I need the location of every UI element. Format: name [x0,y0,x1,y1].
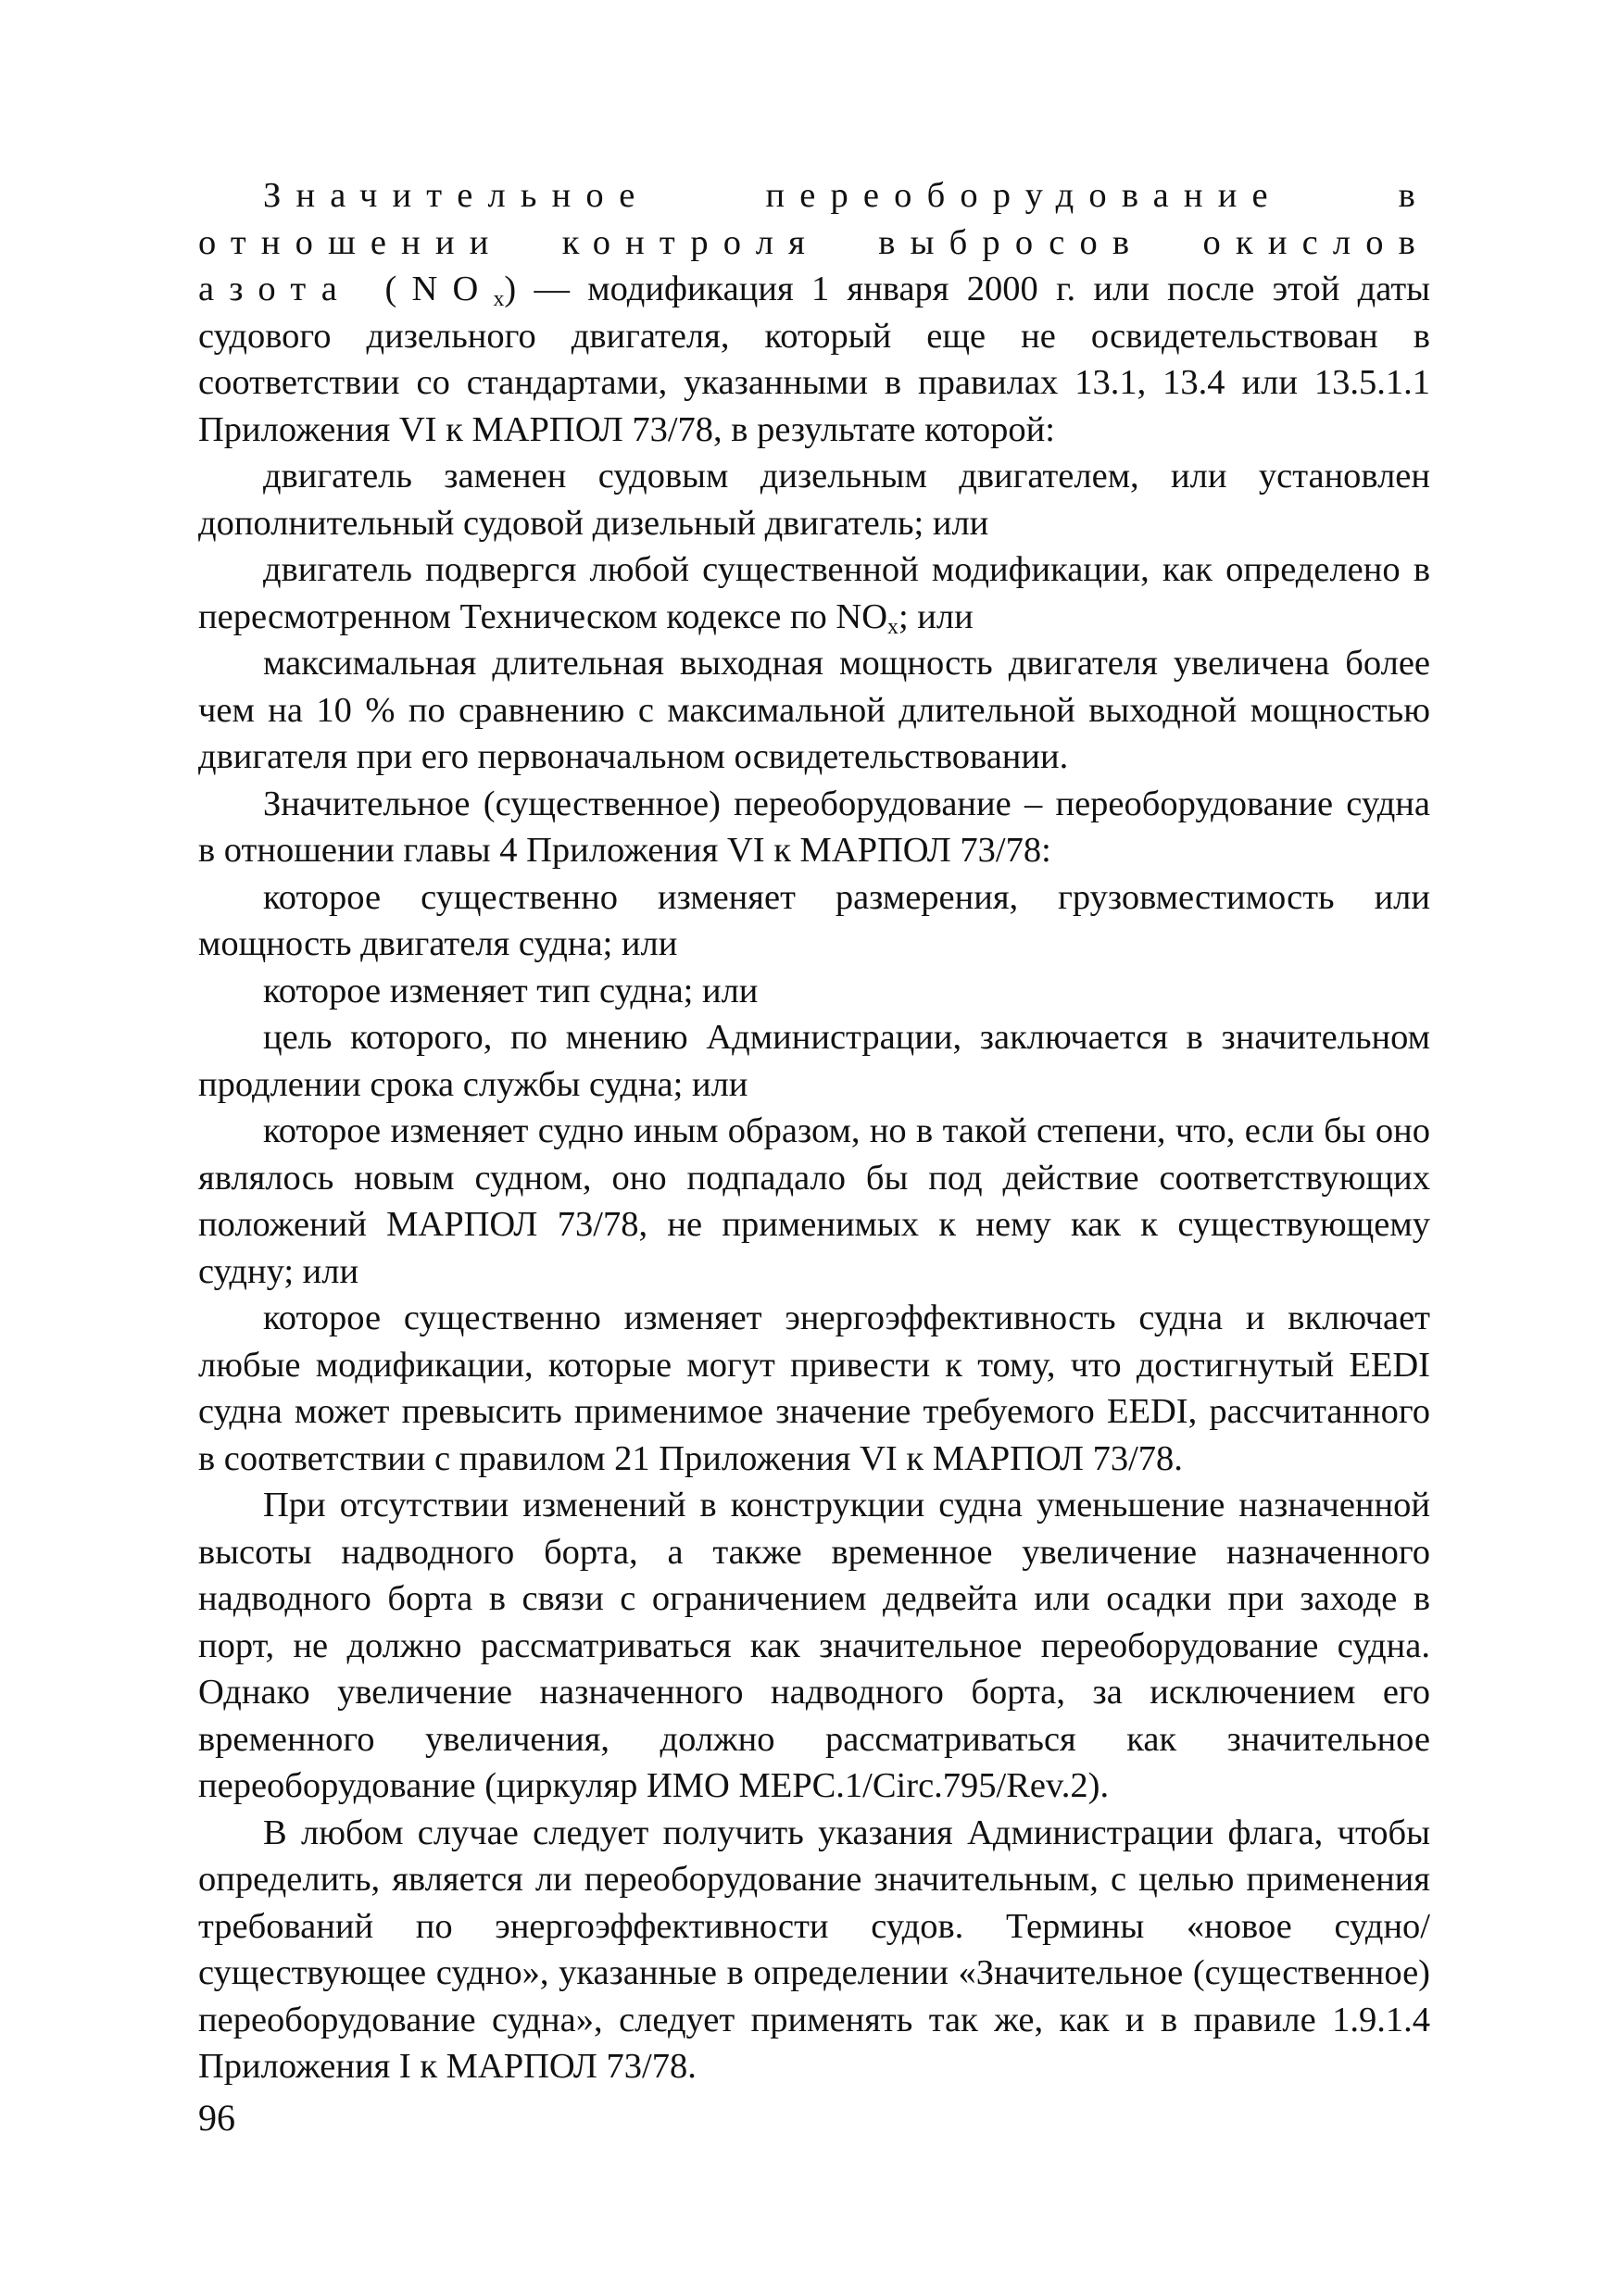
definition-nox-tail: ) — модификация 1 января 2000 г. или после этой даты судового дизельного двигателя, который еще не освидетельствован в соответствии со стандартами, указанными в правилах 13.1, 13.4 или 13.5.1.1 Приложения VI к МАРПОЛ 73/78, в результате которой: [198,270,1431,449]
list-item-engine-modified-tail: ; или [898,596,974,636]
definition-major-conversion: Значительное (существенное) переоборудование – переоборудование судна в отношении главы 4 Приложения VI к МАРПОЛ 73/78: [198,784,1430,870]
list-item-engine-replaced: двигатель заменен судовым дизельным двигателем, или установлен дополнительный судовой дизельный двигатель; или [198,457,1430,543]
list-item-energy-efficiency: которое существенно изменяет энергоэффективность судна и включает любые модификации, которые могут привести к тому, что достигнутый EEDI судна может превысить применимое значение требуемого EEDI, рассчитанного в соответствии с правилом 21 Приложения VI к МАРПОЛ 73/78. [198,1299,1430,1478]
paragraph-freeboard: При отсутствии изменений в конструкции судна уменьшение назначенной высоты надводного борта, а также временное увеличение назначенного надводного борта в связи с ограничением дедвейта или осадки при заходе в порт, не должно рассматриваться как значительное переоборудование судна. Однако увеличение назначенного надводного борта, за исключением его временного увеличения, должно рассматриваться как значительное переоборудование (циркуляр ИМО MEPC.1/Circ.795/Rev.2). [198,1486,1430,1805]
page-number: 96 [198,2097,235,2139]
paragraph-administration-guidance: В любом случае следует получить указания Администрации флага, чтобы определить, является ли переоборудование значительным, с целью применения требований по энергоэффективности судов. Термины «новое судно/существующее судно», указанные в определении «Значительное (существенное) переоборудование судна», следует применять так же, как и в правиле 1.9.1.4 Приложения I к МАРПОЛ 73/78. [198,1813,1430,2086]
document-body [198,172,1430,2090]
list-item-dimensions-changed: которое существенно изменяет размерения, грузовместимость или мощность двигателя судна; или [198,877,1430,963]
definition-nox-lead: Значительное переоборудование в отношении контроля выбросов окислов азота (NO [198,176,1430,308]
list-item-engine-modified-lead: двигатель подвергся любой существенной модификации, как определено в пересмотренном Техническом кодексе по NO [198,550,1430,636]
nox-subscript: x [887,614,898,639]
list-item-otherwise-changed: которое изменяет судно иным образом, но в такой степени, что, если бы оно являлось новым судном, оно подпадало бы под действие соответствующих положений МАРПОЛ 73/78, не применимых к нему как к существующему судну; или [198,1111,1430,1291]
definition-nox-conversion [198,172,1430,453]
list-item-type-changed: которое изменяет тип судна; или [263,971,759,1010]
list-item-engine-modified [198,546,1430,640]
list-item-power-increased: максимальная длительная выходная мощность двигателя увеличена более чем на 10 % по сравнению с максимальной длительной выходной мощностью двигателя при его первоначальном освидетельствовании. [198,644,1430,776]
list-item-life-extended: цель которого, по мнению Администрации, заключается в значительном продлении срока службы судна; или [198,1018,1430,1104]
nox-subscript: x [493,286,505,311]
